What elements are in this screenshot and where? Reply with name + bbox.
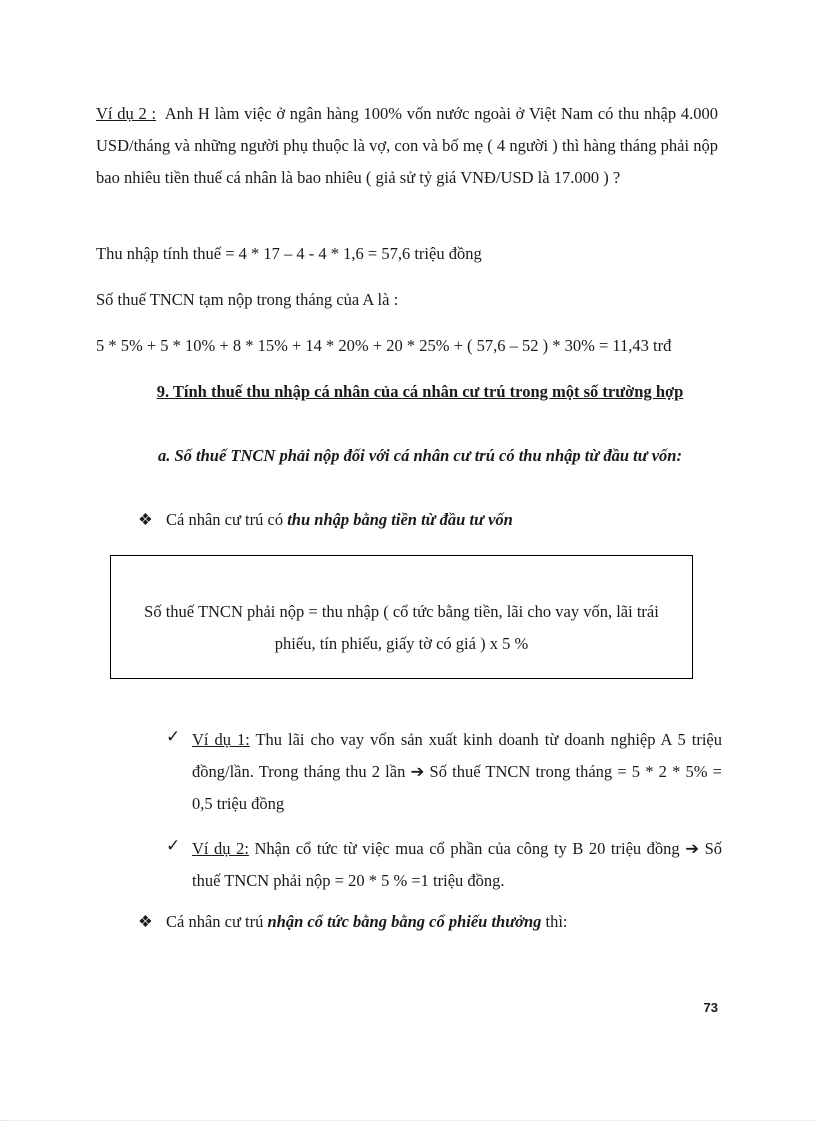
- check-example-1-text: Thu lãi cho vay vốn sản xuất kinh doanh từ doanh nghiệp A 5 triệu đồng/lần. Trong tháng thu 2 lần ➔ Số thuế TNCN trong tháng = 5 * 2 * 5% = 0,5 triệu đồng: [192, 730, 722, 813]
- tax-formula-box-line-2: phiếu, tín phiếu, giấy tờ có giá ) x 5 %: [274, 634, 529, 653]
- diamond-bullet-icon: ❖: [138, 510, 153, 529]
- bullet-cash-income: [138, 510, 513, 530]
- bullet-cash-income-emphasis: thu nhập bằng tiền từ đầu tư vốn: [287, 510, 513, 529]
- bullet-cash-income-prefix: Cá nhân cư trú có: [166, 510, 288, 529]
- bullet-stock-dividend: [138, 912, 568, 932]
- check-example-2-label: Ví dụ 2:: [192, 839, 249, 858]
- check-example-2-text: Nhận cổ tức từ việc mua cổ phần của công ty B 20 triệu đồng ➔ Số thuế TNCN phải nộp = 20 * 5 % =1 triệu đồng.: [192, 839, 722, 890]
- section-9a-heading: a. Số thuế TNCN phải nộp đối với cá nhân cư trú có thu nhập từ đầu tư vốn:: [158, 446, 682, 465]
- page-bottom-divider: [0, 1120, 816, 1121]
- checkmark-icon: ✓: [166, 836, 181, 855]
- bullet-stock-dividend-suffix: thì:: [541, 912, 568, 931]
- tax-formula-line: 5 * 5% + 5 * 10% + 8 * 15% + 14 * 20% + 20 * 25% + ( 57,6 – 52 ) * 30% = 11,43 trđ: [96, 336, 672, 355]
- tax-formula-box: [110, 555, 693, 679]
- bullet-stock-dividend-emphasis: nhận cổ tức bằng bằng cổ phiếu thưởng: [267, 912, 542, 931]
- page-number: 73: [703, 1000, 718, 1015]
- section-9-title: 9. Tính thuế thu nhập cá nhân của cá nhân cư trú trong một số trường hợp: [156, 382, 684, 401]
- bullet-stock-dividend-prefix: Cá nhân cư trú: [166, 912, 268, 931]
- checkmark-icon: ✓: [166, 727, 181, 746]
- section-9-heading: [96, 382, 744, 402]
- taxable-income-line: Thu nhập tính thuế = 4 * 17 – 4 - 4 * 1,6 = 57,6 triệu đồng: [96, 244, 482, 263]
- diamond-bullet-icon: ❖: [138, 912, 153, 931]
- example-2-paragraph: [96, 98, 718, 194]
- check-example-1-label: Ví dụ 1:: [192, 730, 250, 749]
- example-2-label: Ví dụ 2 :: [96, 104, 157, 123]
- check-example-1: [192, 724, 722, 820]
- tax-formula-box-line-1: Số thuế TNCN phải nộp = thu nhập ( cổ tức bằng tiền, lãi cho vay vốn, lãi trái: [144, 602, 659, 621]
- example-2-text: Anh H làm việc ở ngân hàng 100% vốn nước ngoài ở Việt Nam có thu nhập 4.000 USD/tháng và những người phụ thuộc là vợ, con và bố mẹ ( 4 người ) thì hàng tháng phải nộp bao nhiêu tiền thuế cá nhân là bao nhiêu ( giả sử tỷ giá VNĐ/USD là 17.000 ) ?: [96, 104, 718, 187]
- check-example-2: [192, 833, 722, 897]
- tax-intro-line: Số thuế TNCN tạm nộp trong tháng của A là :: [96, 290, 399, 309]
